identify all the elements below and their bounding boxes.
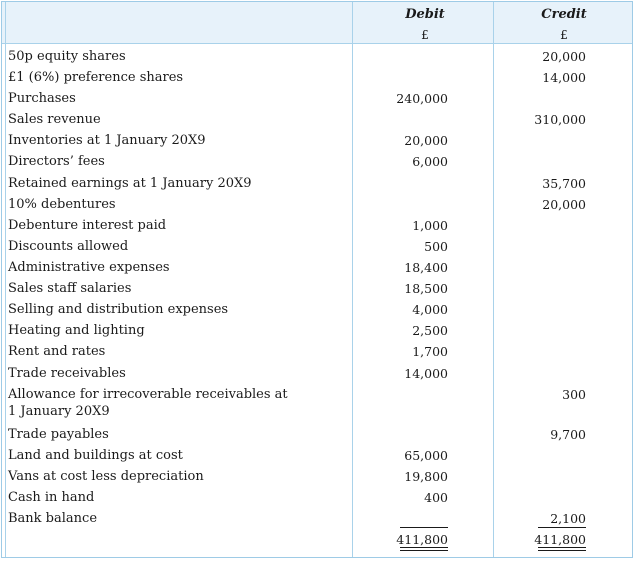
debit-amount: 18,500 xyxy=(404,281,448,296)
credit-amount: 300 xyxy=(562,387,586,402)
debit-double-rule-1 xyxy=(400,547,448,548)
debit-amount: 18,400 xyxy=(404,260,448,275)
row-label: Debenture interest paid xyxy=(8,218,167,233)
credit-column-border xyxy=(493,2,494,557)
credit-amount: 14,000 xyxy=(542,70,586,85)
debit-amount: 14,000 xyxy=(404,366,448,381)
row-label: Discounts allowed xyxy=(8,239,129,254)
debit-amount: 400 xyxy=(424,490,448,505)
debit-amount: 500 xyxy=(424,239,448,254)
label-column-border xyxy=(5,2,6,557)
row-label: Cash in hand xyxy=(8,490,95,505)
debit-amount: 20,000 xyxy=(404,133,448,148)
row-label: Trade payables xyxy=(8,427,109,442)
row-label: Administrative expenses xyxy=(8,260,170,275)
debit-amount: 240,000 xyxy=(396,91,448,106)
row-label: Directors’ fees xyxy=(8,154,105,169)
row-label: Rent and rates xyxy=(8,344,106,359)
credit-amount: 9,700 xyxy=(550,427,586,442)
debit-amount: 65,000 xyxy=(404,448,448,463)
credit-total: 411,800 xyxy=(534,532,586,547)
row-label-continued: 1 January 20X9 xyxy=(8,404,110,419)
debit-amount: 2,500 xyxy=(412,323,448,338)
credit-double-rule-1 xyxy=(538,547,586,548)
row-label: £1 (6%) preference shares xyxy=(8,70,184,85)
debit-amount: 6,000 xyxy=(412,154,448,169)
row-label: Retained earnings at 1 January 20X9 xyxy=(8,176,252,191)
debit-total: 411,800 xyxy=(396,532,448,547)
credit-amount: 2,100 xyxy=(550,511,586,526)
debit-double-rule-2 xyxy=(400,550,448,551)
row-label: Trade receivables xyxy=(8,366,126,381)
debit-rule xyxy=(400,527,448,528)
row-label: Selling and distribution expenses xyxy=(8,302,229,317)
debit-amount: 19,800 xyxy=(404,469,448,484)
credit-rule xyxy=(538,527,586,528)
debit-amount: 1,700 xyxy=(412,344,448,359)
debit-unit: £ xyxy=(421,28,429,42)
row-label: 50p equity shares xyxy=(8,49,126,64)
row-label: Inventories at 1 January 20X9 xyxy=(8,133,206,148)
debit-amount: 1,000 xyxy=(412,218,448,233)
credit-double-rule-2 xyxy=(538,550,586,551)
row-label: Heating and lighting xyxy=(8,323,145,338)
credit-unit: £ xyxy=(560,28,568,42)
row-label: Purchases xyxy=(8,91,76,106)
credit-amount: 35,700 xyxy=(542,176,586,191)
row-label: Bank balance xyxy=(8,511,98,526)
credit-header: Credit xyxy=(541,7,587,22)
credit-amount: 20,000 xyxy=(542,49,586,64)
row-label: Sales revenue xyxy=(8,112,101,127)
credit-amount: 20,000 xyxy=(542,197,586,212)
header-divider xyxy=(2,43,632,44)
credit-amount: 310,000 xyxy=(534,112,586,127)
row-label: Vans at cost less depreciation xyxy=(8,469,204,484)
row-label: Allowance for irrecoverable receivables at xyxy=(8,387,288,402)
debit-header: Debit xyxy=(405,7,445,22)
row-label: Sales staff salaries xyxy=(8,281,132,296)
debit-amount: 4,000 xyxy=(412,302,448,317)
row-label: Land and buildings at cost xyxy=(8,448,183,463)
row-label: 10% debentures xyxy=(8,197,116,212)
